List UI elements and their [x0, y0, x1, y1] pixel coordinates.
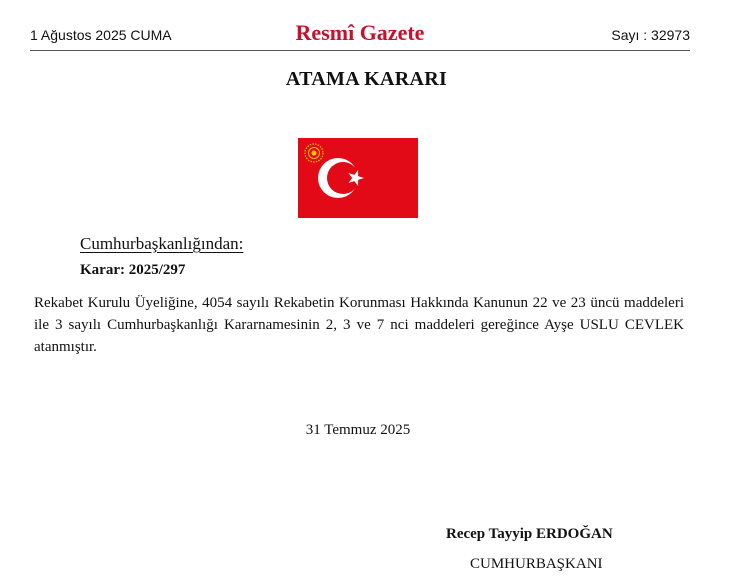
- issue-number: Sayı : 32973: [611, 27, 690, 43]
- signer-title: CUMHURBAŞKANI: [470, 556, 603, 572]
- signer-name: Recep Tayyip ERDOĞAN: [446, 526, 613, 542]
- turkish-flag-icon: [298, 138, 418, 218]
- decision-body: Rekabet Kurulu Üyeliğine, 4054 sayılı Rekabetin Korunması Hakkında Kanunun 22 ve 23 üncü maddeleri ile 3 sayılı Cumhurbaşkanlığı Kararnamesinin 2, 3 ve 7 nci maddeleri gereğince Ayşe USLU CEVLEK atanmıştır.: [34, 295, 684, 355]
- document-title: ATAMA KARARI: [285, 68, 448, 90]
- gazette-header: [30, 18, 690, 51]
- issuer-heading: Cumhurbaşkanlığından:: [80, 234, 244, 253]
- header-date: 1 Ağustos 2025 CUMA: [30, 27, 172, 43]
- decision-number: Karar: 2025/297: [80, 262, 186, 278]
- signature-date: 31 Temmuz 2025: [305, 422, 411, 438]
- gazette-title: Resmî Gazete: [295, 20, 425, 45]
